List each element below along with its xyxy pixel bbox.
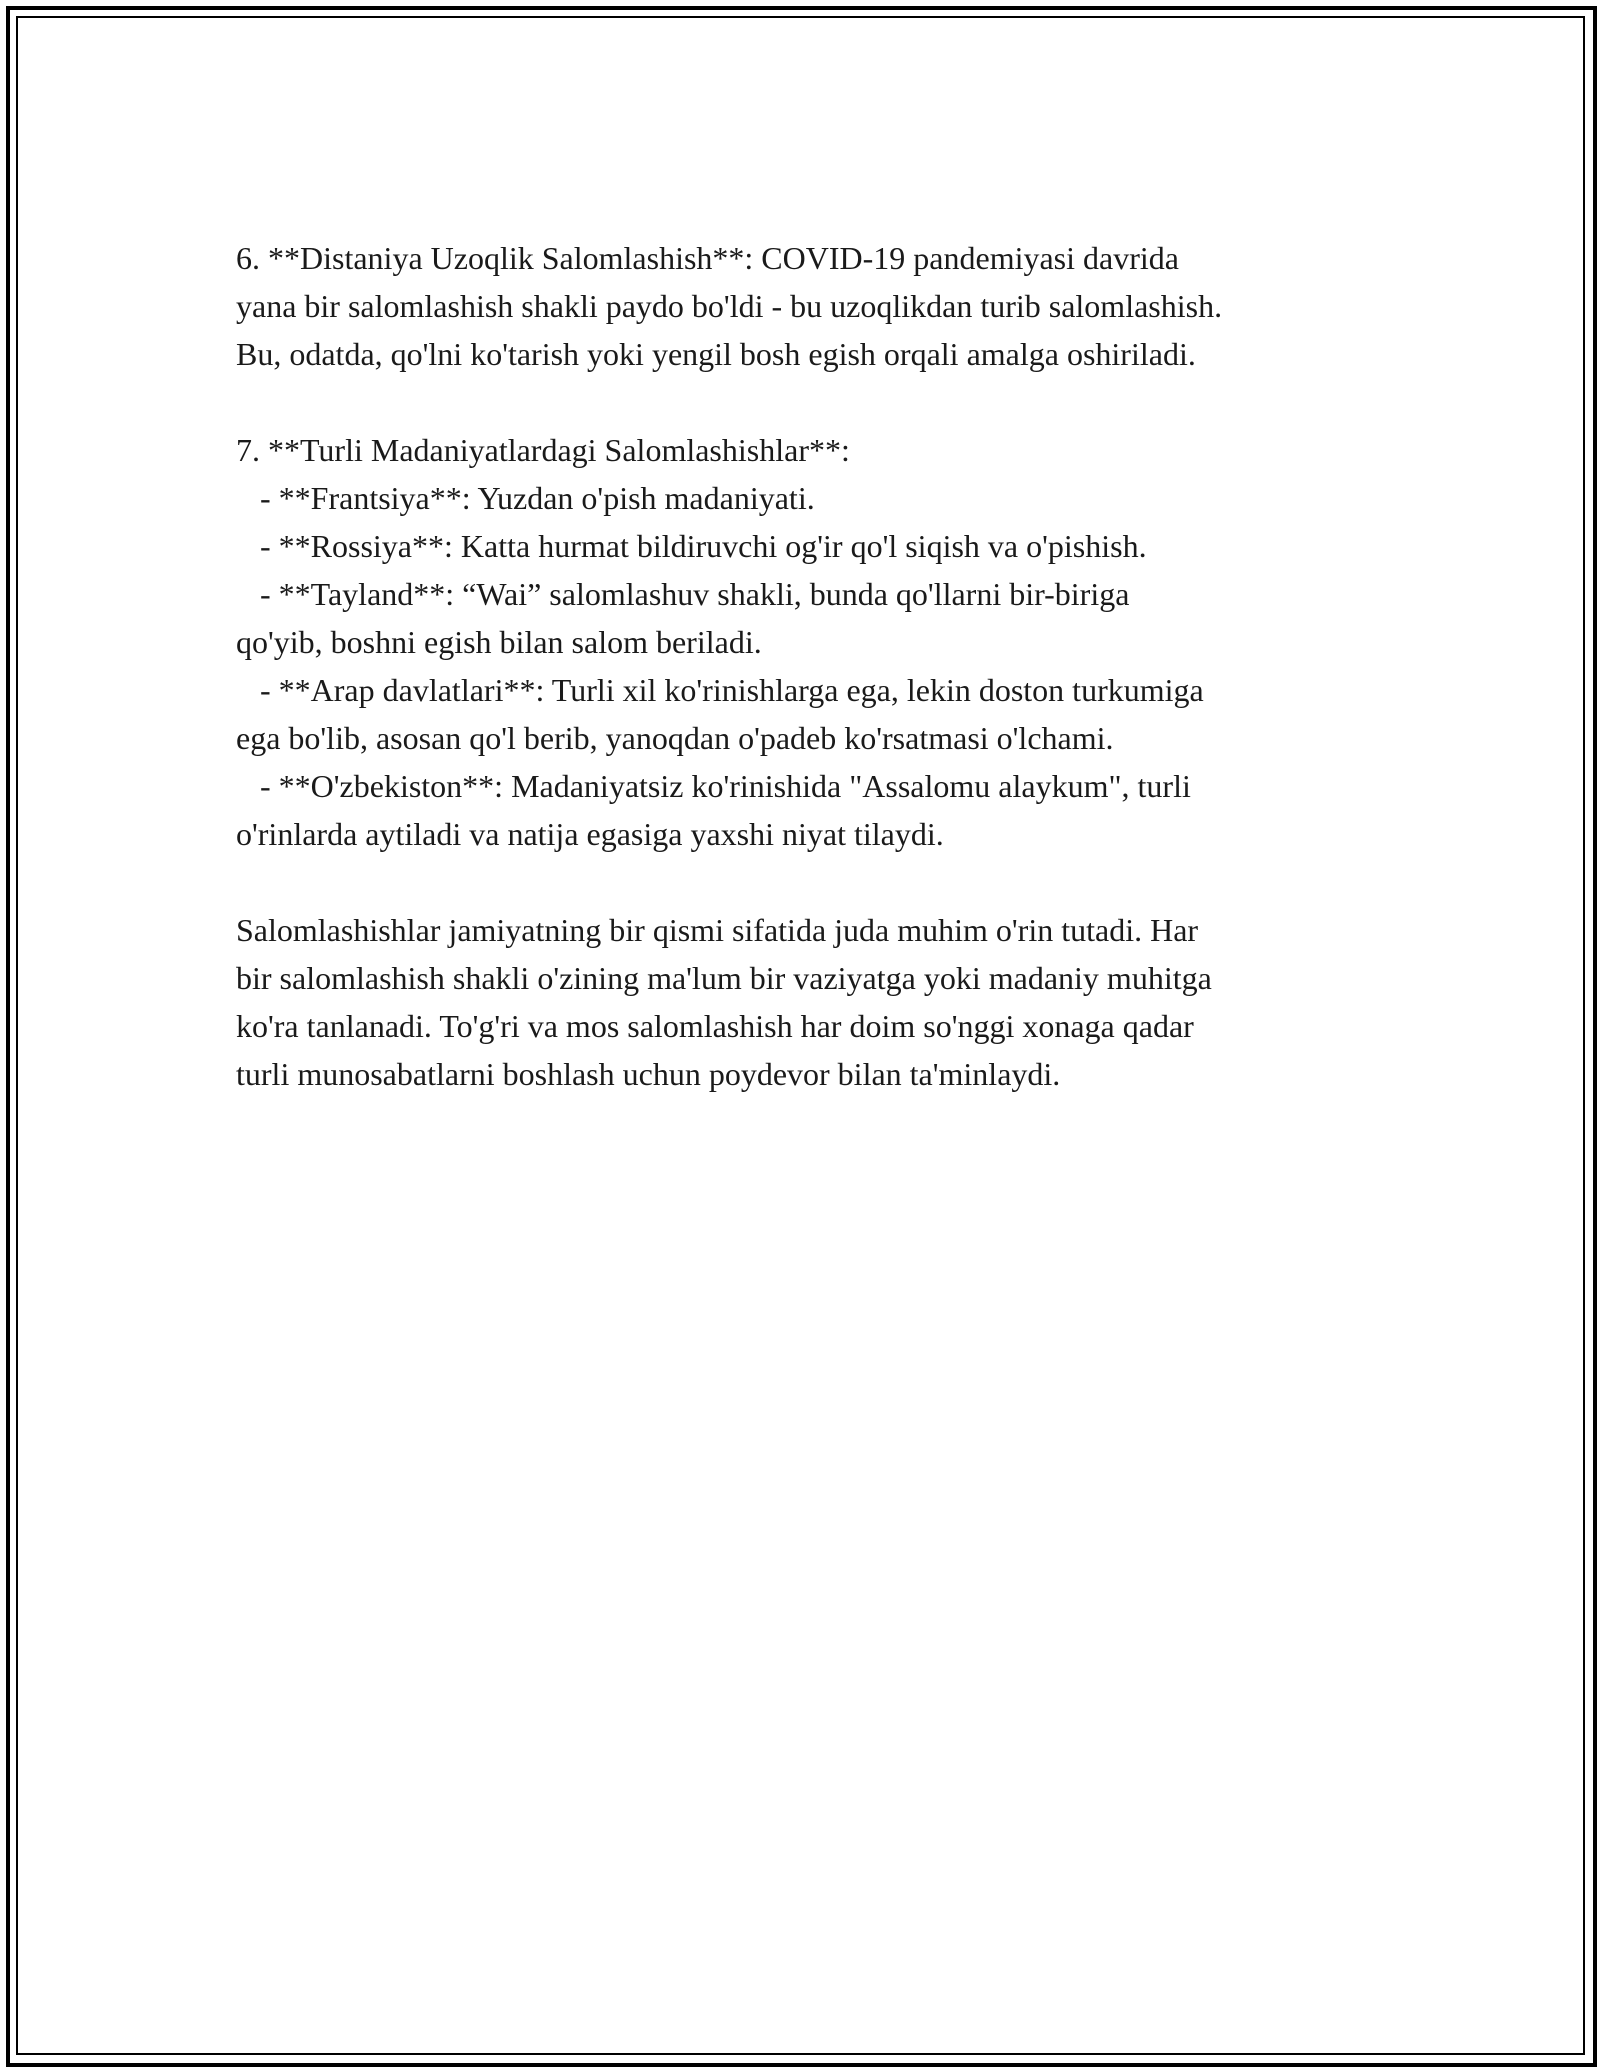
- list-item-arab-states: - **Arap davlatlari**: Turli xil ko'rinishlarga ega, lekin doston turkumiga: [236, 672, 1204, 708]
- text-line: Bu, odatda, qo'lni ko'tarish yoki yengil bosh egish orqali amalga oshiriladi.: [236, 336, 1196, 372]
- section-heading: 7. **Turli Madaniyatlardagi Salomlashishlar**:: [236, 432, 850, 468]
- list-item-thailand: - **Tayland**: “Wai” salomlashuv shakli, bunda qo'llarni bir-biriga: [236, 576, 1130, 612]
- text-line: 6. **Distaniya Uzoqlik Salomlashish**: COVID-19 pandemiyasi davrida: [236, 240, 1179, 276]
- text-line: ko'ra tanlanadi. To'g'ri va mos salomlashish har doim so'nggi xonaga qadar: [236, 1008, 1194, 1044]
- list-item-uzbekistan-cont: o'rinlarda aytiladi va natija egasiga yaxshi niyat tilaydi.: [236, 816, 944, 852]
- list-item-russia: - **Rossiya**: Katta hurmat bildiruvchi og'ir qo'l siqish va o'pishish.: [236, 528, 1147, 564]
- paragraph-section-6: [236, 234, 1386, 378]
- document-body: [236, 234, 1386, 1098]
- list-item-thailand-cont: qo'yib, boshni egish bilan salom beriladi.: [236, 624, 762, 660]
- text-line: yana bir salomlashish shakli paydo bo'ldi - bu uzoqlikdan turib salomlashish.: [236, 288, 1223, 324]
- paragraph-spacer: [236, 378, 1386, 426]
- list-item-uzbekistan: - **O'zbekiston**: Madaniyatsiz ko'rinishida "Assalomu alaykum", turli: [236, 768, 1191, 804]
- list-item-arab-states-cont: ega bo'lib, asosan qo'l berib, yanoqdan o'padeb ko'rsatmasi o'lchami.: [236, 720, 1114, 756]
- paragraph-section-7: [236, 426, 1386, 858]
- text-line: bir salomlashish shakli o'zining ma'lum bir vaziyatga yoki madaniy muhitga: [236, 960, 1212, 996]
- text-line: turli munosabatlarni boshlash uchun poydevor bilan ta'minlaydi.: [236, 1056, 1061, 1092]
- paragraph-spacer: [236, 858, 1386, 906]
- list-item-france: - **Frantsiya**: Yuzdan o'pish madaniyati.: [236, 480, 815, 516]
- paragraph-conclusion: [236, 906, 1386, 1098]
- text-line: Salomlashishlar jamiyatning bir qismi sifatida juda muhim o'rin tutadi. Har: [236, 912, 1199, 948]
